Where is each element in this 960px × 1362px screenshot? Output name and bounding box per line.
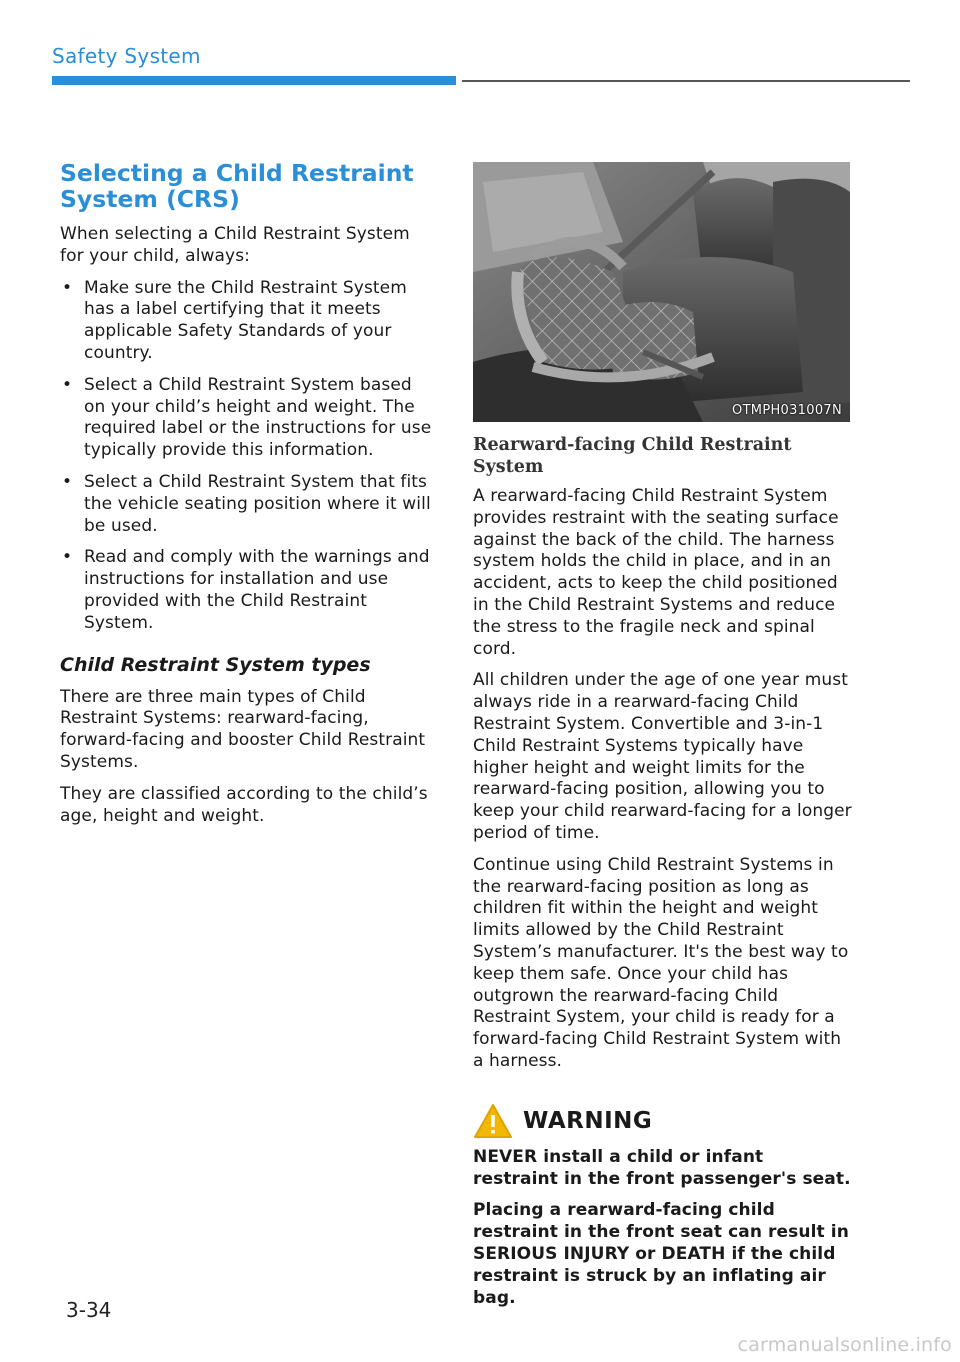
right-column — [473, 162, 853, 1319]
figure-code: OTMPH031007N — [732, 403, 842, 418]
warning-text: Placing a rearward-facing child restraint in the front seat can result in SERIOUS INJURY or DEATH if the child restraint is struck by an inflating air bag. — [473, 1200, 849, 1308]
paragraph: A rearward-facing Child Restraint System provides restraint with the seating surface against the back of the child. The harness system holds the child in place, and in an accident, acts to keep the child positioned in the Child Restraint Systems and reduce the stress to the fragile neck and spinal cord. — [473, 486, 839, 659]
warning-text: NEVER install a child or infant restraint in the front passenger's seat. — [473, 1146, 851, 1189]
paragraph: All children under the age of one year must always ride in a rearward-facing Child Restraint System. Convertible and 3-in-1 Child Restraint Systems typically have higher height and weight limits for the rearward-facing position, allowing you to keep your child rearward-facing for a longer period of time. — [473, 670, 852, 843]
subheading: Child Restraint System types — [60, 653, 371, 676]
list-item: • Select a Child Restraint System that fits the vehicle seating position where it will be used. — [62, 471, 431, 536]
paragraph: There are three main types of Child Restraint Systems: rearward-facing, forward-facing and booster Child Restraint Systems. — [60, 686, 426, 772]
watermark: carmanualsonline.info — [737, 1334, 952, 1356]
left-column — [60, 160, 438, 837]
list-item: • Select a Child Restraint System based on your child’s height and weight. The required label or the instructions for use typically provide this information. — [62, 374, 432, 461]
paragraph: Continue using Child Restraint Systems in the rearward-facing position as long as children fit within the height and weight limits allowed by the Child Restraint System’s manufacturer. It's the best way to keep them safe. Once your child has outgrown the rearward-facing Child Restraint System, your child is ready for a forward-facing Child Restraint System with a harness. — [473, 854, 849, 1071]
bullet-icon: • — [62, 471, 73, 492]
header-rule-accent — [52, 76, 456, 85]
bullet-icon: • — [62, 547, 73, 568]
figure-caption: Rearward-facing Child Restraint System — [473, 435, 792, 477]
rear-seat-illustration — [473, 162, 850, 422]
header-rule-line — [462, 80, 910, 82]
section-title: Selecting a Child Restraint System (CRS) — [60, 159, 414, 213]
warning-box — [473, 1103, 853, 1310]
car-seat-photo — [473, 162, 850, 422]
list-item: • Make sure the Child Restraint System has a label certifying that it meets applicable Safety Standards of your country. — [62, 277, 407, 363]
paragraph: They are classified according to the child’s age, height and weight. — [60, 783, 428, 826]
warning-header — [473, 1103, 853, 1139]
page-number: 3-34 — [66, 1298, 112, 1322]
bullet-icon: • — [62, 374, 73, 395]
list-item: • Read and comply with the warnings and instructions for installation and use provided with the Child Restraint System. — [62, 547, 430, 633]
intro-paragraph: When selecting a Child Restraint System for your child, always: — [60, 224, 410, 266]
requirements-list — [60, 278, 438, 635]
warning-triangle-icon — [473, 1103, 513, 1139]
bullet-icon: • — [62, 277, 73, 298]
warning-title: WARNING — [523, 1107, 653, 1134]
section-header: Safety System — [52, 44, 201, 68]
